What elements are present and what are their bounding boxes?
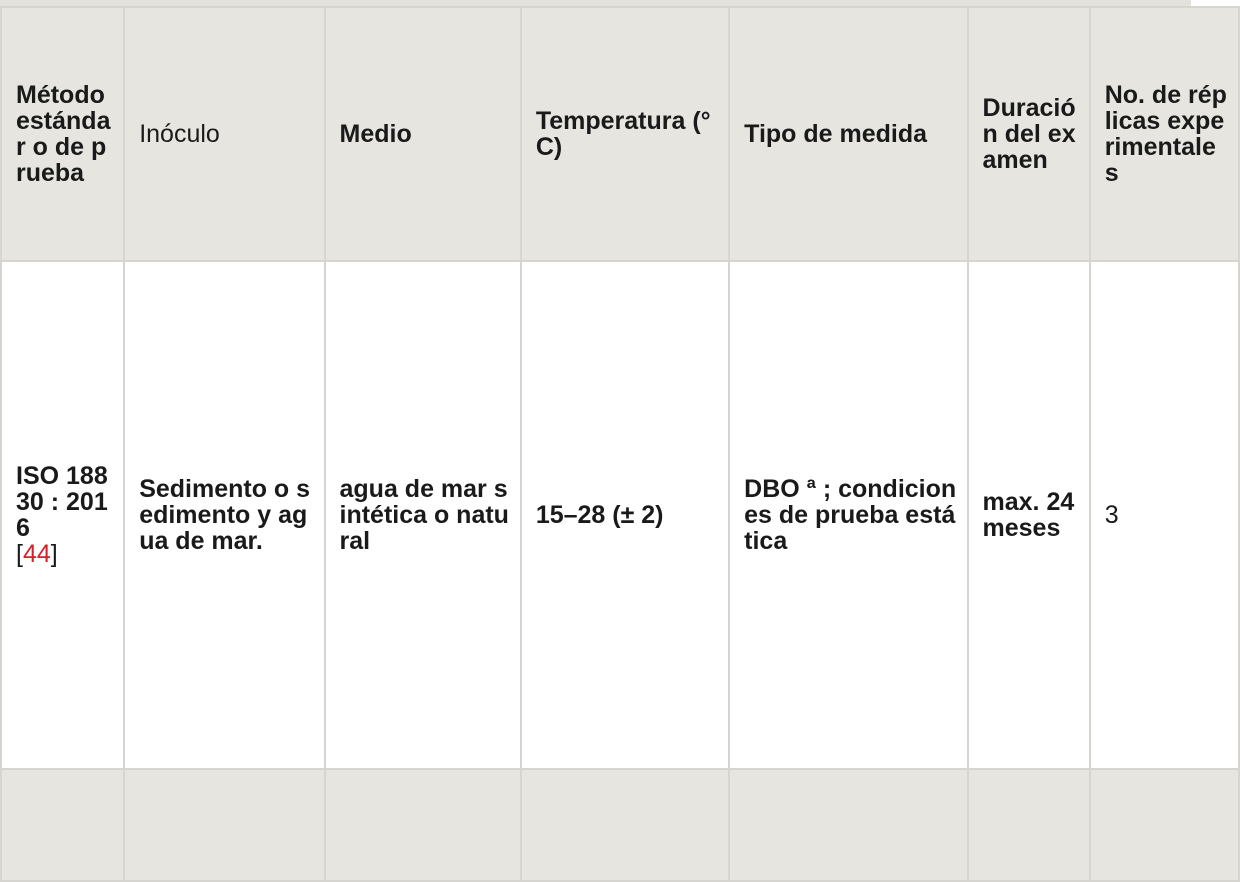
empty-cell: [124, 769, 324, 881]
cell-metodo: [1, 261, 124, 769]
reference-link[interactable]: 44: [22, 540, 51, 568]
empty-cell: [729, 769, 967, 881]
empty-cell: [521, 769, 729, 881]
cell-medio: agua de mar sintética o natural: [325, 261, 521, 769]
header-duracion: Duración del examen: [968, 7, 1090, 261]
reference-bracket-close: ]: [50, 540, 58, 568]
table-row-empty: [1, 769, 1239, 881]
header-metodo: Método estándar o de prueba: [1, 7, 124, 261]
test-methods-table: [0, 6, 1240, 882]
table-row: [1, 261, 1239, 769]
empty-cell: [325, 769, 521, 881]
empty-cell: [968, 769, 1090, 881]
empty-cell: [1090, 769, 1239, 881]
cell-temperatura: 15–28 (± 2): [521, 261, 729, 769]
cell-replicas: 3: [1090, 261, 1239, 769]
header-row: [1, 7, 1239, 261]
cell-inoculo: Sedimento o sedimento y agua de mar.: [124, 261, 324, 769]
reference-bracket-open: [: [16, 540, 23, 568]
cell-duracion: max. 24 meses: [968, 261, 1090, 769]
header-tipo-medida: Tipo de medida: [729, 7, 967, 261]
header-medio: Medio: [325, 7, 521, 261]
header-inoculo: Inóculo: [124, 7, 324, 261]
empty-cell: [1, 769, 124, 881]
cell-tipo-medida: DBO ª ; condiciones de prueba estática: [729, 261, 967, 769]
method-name: ISO 18830 : 2016: [16, 462, 108, 542]
header-replicas: No. de réplicas experimentales: [1090, 7, 1239, 261]
header-temperatura: Temperatura (° C): [521, 7, 729, 261]
